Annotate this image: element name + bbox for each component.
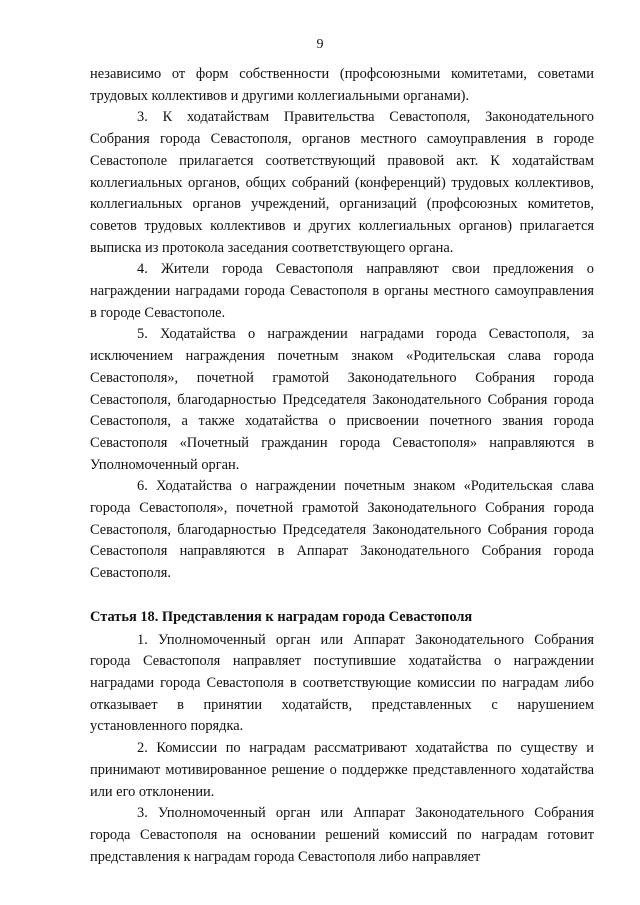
paragraph-item-5: 5. Ходатайства о награждении наградами города Севастополя, за исключением награждения почетным знаком «Родительская слава города Севастополя», почетной грамотой Законодательного Собрания города Севастополя, благодарностью Председателя Законодательного Собрания города Севастополя, а также ходатайства о присвоении почетного звания города Севастополя «Почетный гражданин города Севастополя» направляются в Уполномоченный орган. — [90, 326, 594, 473]
paragraph-continuation: независимо от форм собственности (профсоюзными комитетами, советами трудовых коллективов и другими коллегиальными органами). — [90, 66, 594, 104]
document-body — [90, 64, 594, 868]
article-paragraph-1: 1. Уполномоченный орган или Аппарат Законодательного Собрания города Севастополя направляет поступившие ходатайства о награждении наградами города Севастополя в соответствующие комиссии по наградам либо отказывает в принятии ходатайств, представленных с нарушением установленного порядка. — [90, 631, 594, 735]
page-number: 9 — [316, 37, 324, 52]
paragraph-item-3: 3. К ходатайствам Правительства Севастополя, Законодательного Собрания города Севастополя, органов местного самоуправления в городе Севастополе прилагается соответствующий правовой акт. К ходатайствам коллегиальных органов, общих собраний (конференций) трудовых коллективов, коллегиальных органов учреждений, организаций (профсоюзных комитетов, советов трудовых коллективов и других коллегиальных органов) прилагается выписка из протокола заседания соответствующего органа. — [90, 109, 594, 256]
article-heading: Статья 18. Представления к наградам города Севастополя — [90, 608, 473, 625]
article-paragraph-3: 3. Уполномоченный орган или Аппарат Законодательного Собрания города Севастополя на основании решений комиссий по наградам готовит представления к наградам города Севастополя либо направляет — [90, 805, 594, 865]
paragraph-item-4: 4. Жители города Севастополя направляют свои предложения о награждении наградами города Севастополя в органы местного самоуправления в городе Севастополе. — [90, 261, 594, 321]
article-paragraph-2: 2. Комиссии по наградам рассматривают ходатайства по существу и принимают мотивированное решение о поддержке представленного ходатайства или его отклонении. — [90, 740, 594, 800]
paragraph-item-6: 6. Ходатайства о награждении почетным знаком «Родительская слава города Севастополя», почетной грамотой Законодательного Собрания города Севастополя, благодарностью Председателя Законодательного Собрания города Севастополя направляются в Аппарат Законодательного Собрания города Севастополя. — [90, 478, 594, 582]
